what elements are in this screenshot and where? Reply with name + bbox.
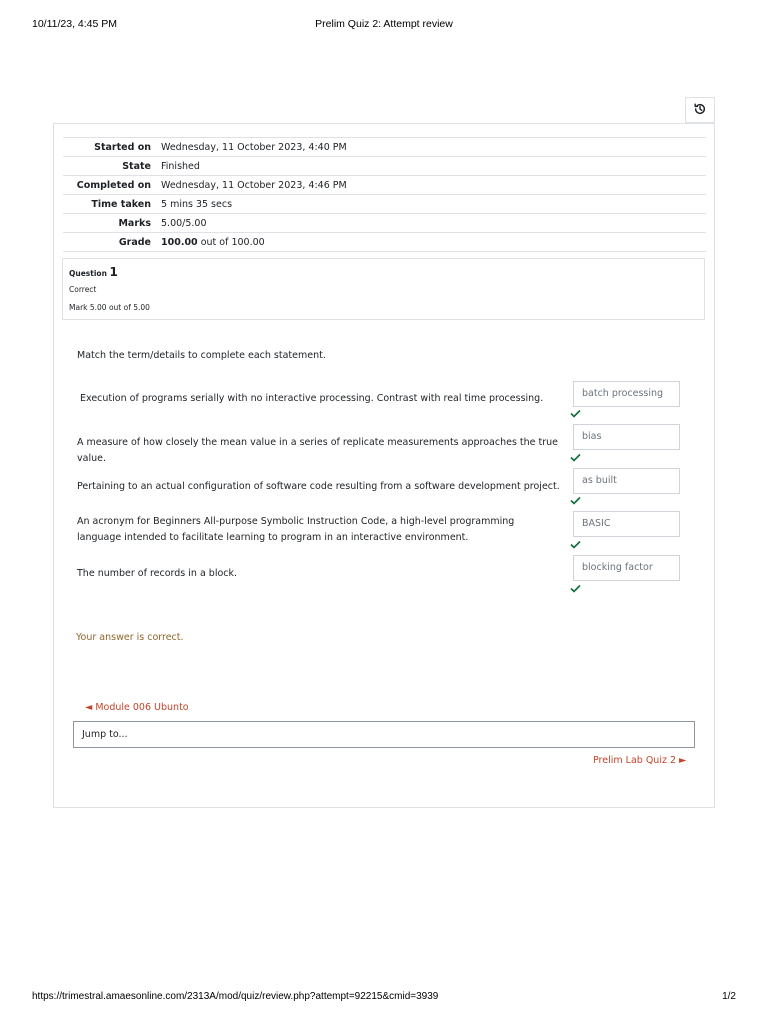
next-activity-link[interactable]: Prelim Lab Quiz 2 ►	[593, 755, 687, 766]
print-header	[32, 18, 736, 32]
summary-row-grade	[63, 233, 706, 252]
state-value: Finished	[161, 160, 200, 172]
grade-suffix: out of 100.00	[197, 236, 265, 248]
marks-label: Marks	[118, 217, 151, 229]
question-info-box	[62, 258, 705, 320]
correct-check-icon	[570, 453, 581, 462]
previous-activity-link[interactable]: ◄ Module 006 Ubunto	[85, 702, 189, 713]
question-prompt: Match the term/details to complete each statement.	[77, 350, 326, 361]
question-mark: Mark 5.00 out of 5.00	[69, 303, 150, 312]
print-url: https://trimestral.amaesonline.com/2313A/mod/quiz/review.php?attempt=92215&cmid=3939	[32, 991, 439, 1002]
jump-to-select[interactable]: Jump to...	[73, 721, 695, 748]
grade-label: Grade	[118, 236, 151, 248]
completed-on-value: Wednesday, 11 October 2023, 4:46 PM	[161, 179, 347, 191]
match-answer-select[interactable]: bias	[573, 424, 680, 450]
started-on-value: Wednesday, 11 October 2023, 4:40 PM	[161, 141, 347, 153]
summary-row-time	[63, 195, 706, 214]
question-label: Question	[69, 269, 107, 278]
match-answer-select[interactable]: as built	[573, 468, 680, 494]
time-taken-label: Time taken	[91, 198, 151, 210]
question-number-value: 1	[109, 265, 118, 279]
state-label: State	[122, 160, 151, 172]
print-page-number: 1/2	[722, 991, 736, 1002]
match-answer-select[interactable]: batch processing	[573, 381, 680, 407]
correct-check-icon	[570, 540, 581, 549]
summary-row-marks	[63, 214, 706, 233]
match-statement: A measure of how closely the mean value in a series of replicate measurements approaches the true value.	[77, 437, 559, 464]
summary-row-started	[63, 138, 706, 157]
history-button[interactable]	[685, 97, 715, 123]
match-answer-select[interactable]: BASIC	[573, 511, 680, 537]
history-icon	[693, 101, 707, 120]
grade-number: 100.00	[161, 236, 198, 248]
match-answer-select[interactable]: blocking factor	[573, 555, 680, 581]
summary-row-completed	[63, 176, 706, 195]
grade-value	[161, 237, 706, 248]
question-number	[69, 265, 118, 279]
attempt-summary-table	[63, 137, 706, 252]
print-footer	[32, 991, 736, 1005]
time-taken-value: 5 mins 35 secs	[161, 198, 233, 210]
completed-on-label: Completed on	[76, 179, 151, 191]
match-statement: Execution of programs serially with no interactive processing. Contrast with real time processing.	[80, 393, 544, 404]
correct-check-icon	[570, 409, 581, 418]
marks-value: 5.00/5.00	[161, 217, 207, 229]
match-statement: Pertaining to an actual configuration of software code resulting from a software development project.	[77, 481, 560, 492]
match-statement: The number of records in a block.	[77, 568, 238, 579]
started-on-label: Started on	[94, 141, 151, 153]
summary-row-state	[63, 157, 706, 176]
print-timestamp: 10/11/23, 4:45 PM	[32, 18, 118, 30]
correct-check-icon	[570, 496, 581, 505]
question-state: Correct	[69, 285, 97, 294]
correct-check-icon	[570, 584, 581, 593]
print-page-title: Prelim Quiz 2: Attempt review	[315, 18, 453, 30]
answer-feedback: Your answer is correct.	[76, 632, 184, 643]
match-statement: An acronym for Beginners All-purpose Symbolic Instruction Code, a high-level programming language intended to facilitate learning to program in an interactive environment.	[77, 516, 515, 543]
